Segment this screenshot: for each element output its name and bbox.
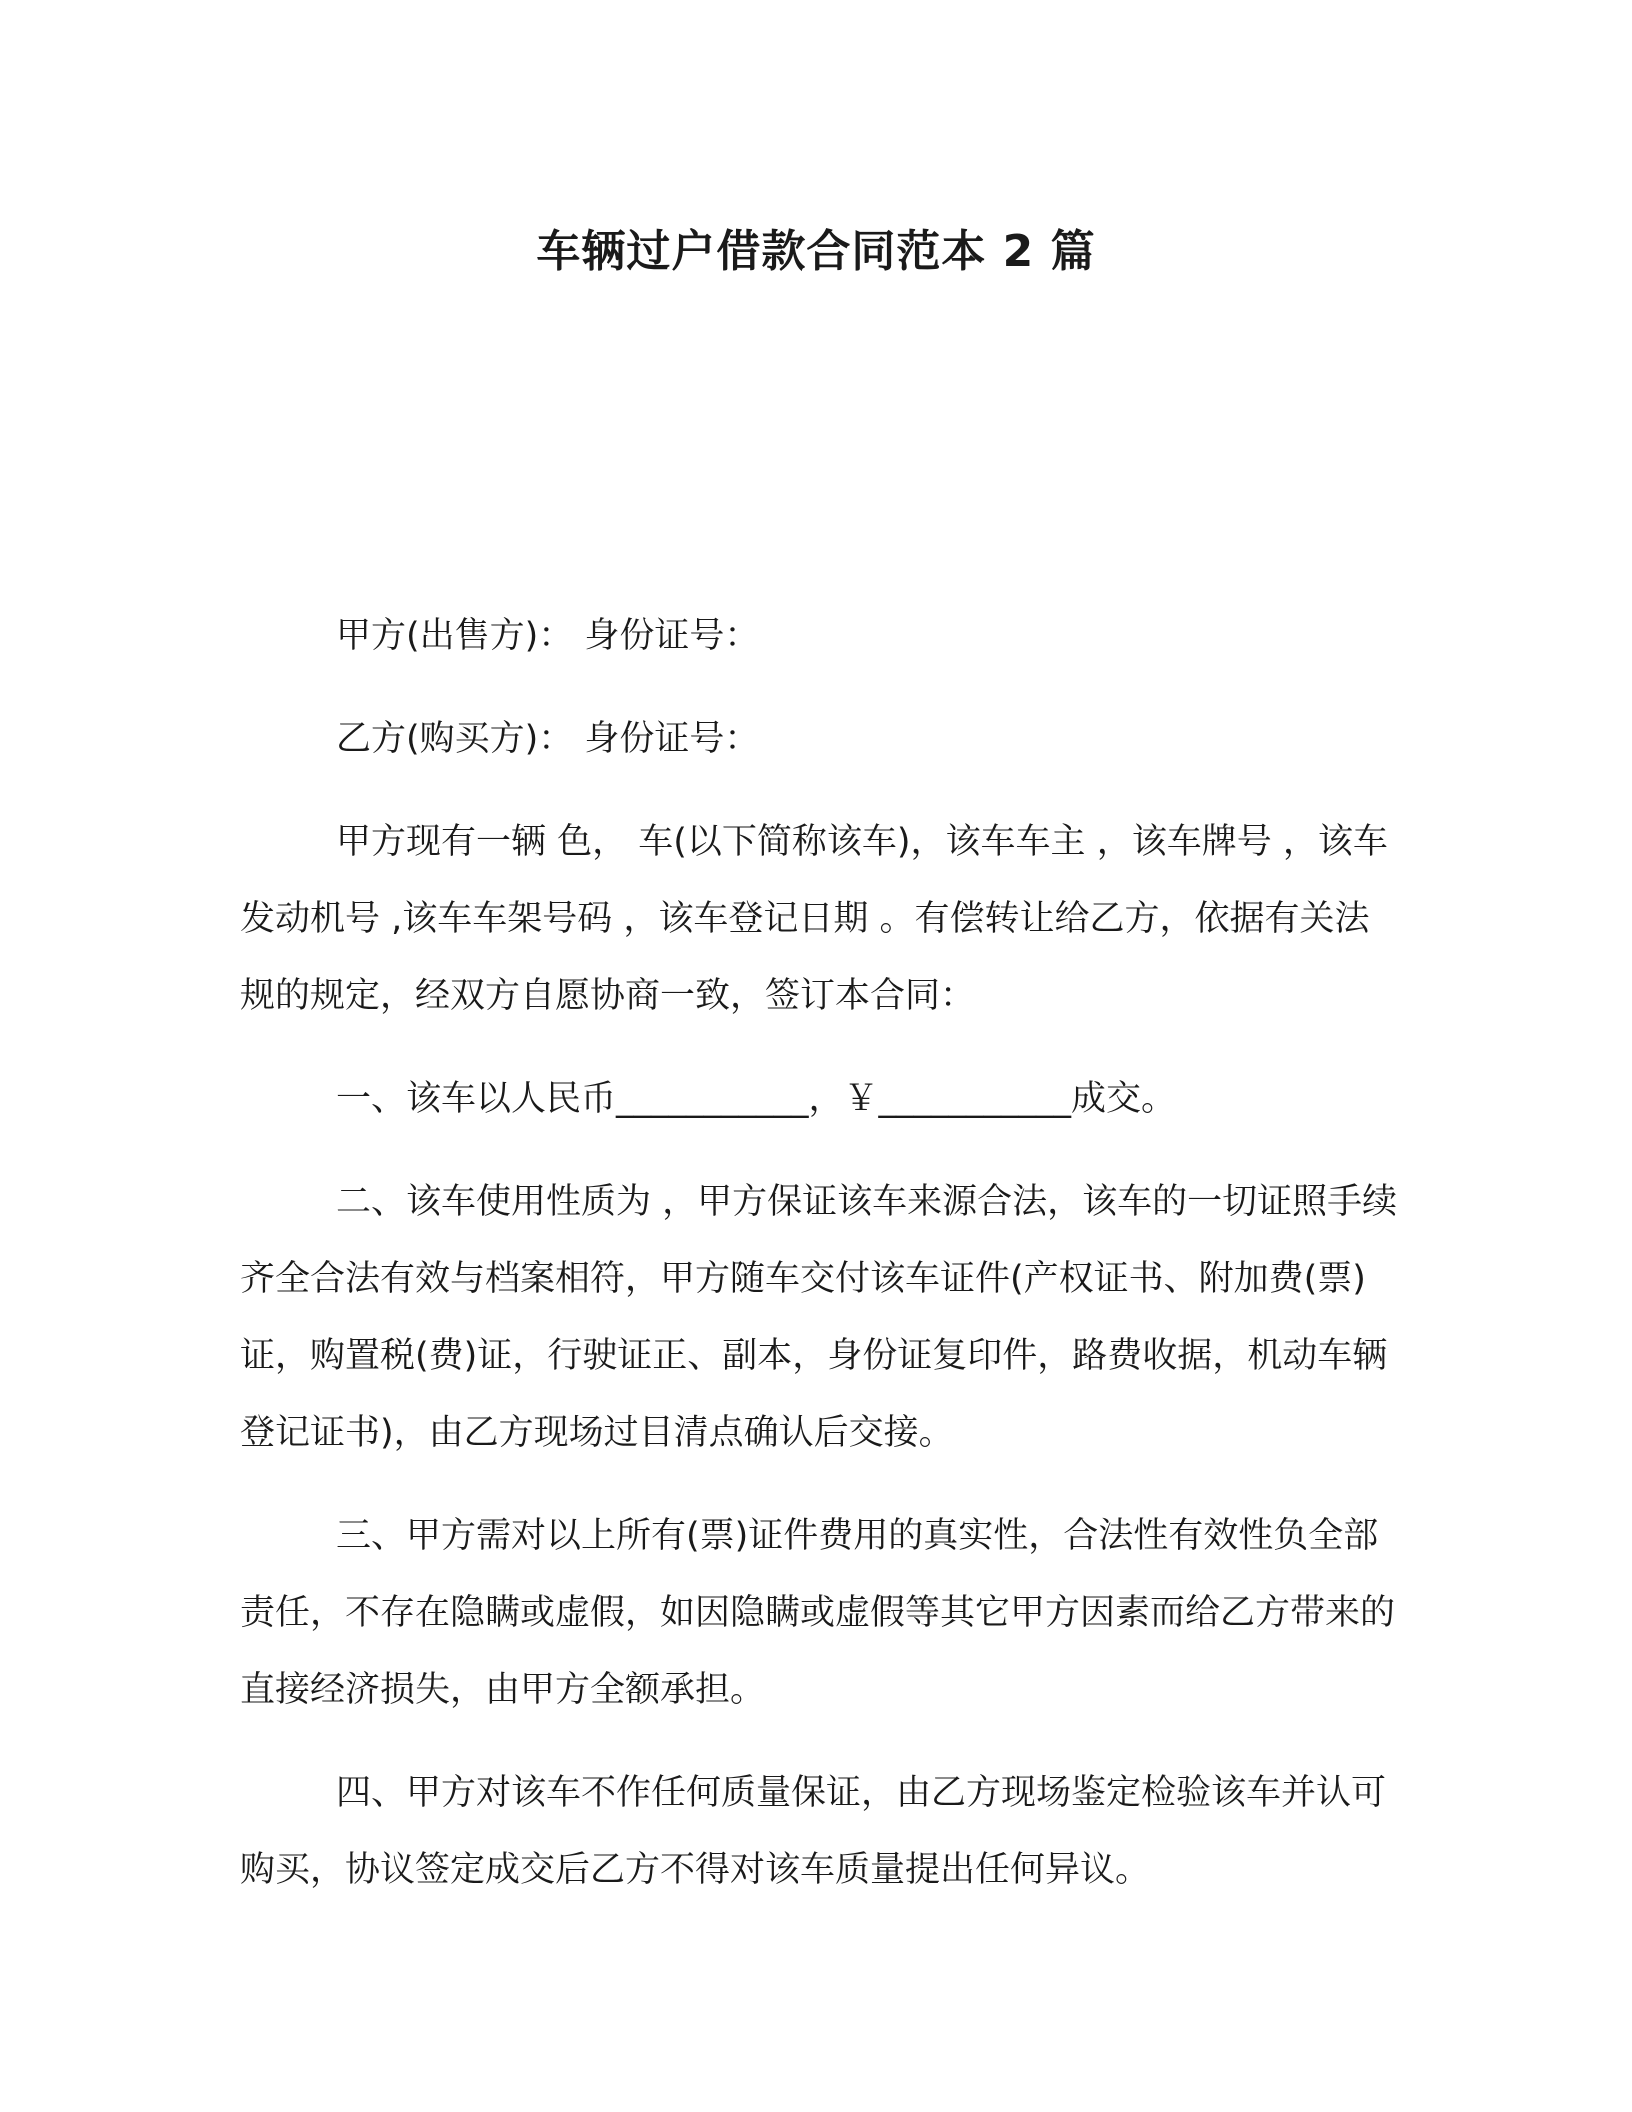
clause-1-price: 一、该车以人民币___________，￥___________成交。 [336,1079,1177,1119]
vehicle-description-paragraph: 甲方现有一辆 色， 车(以下简称该车)，该车车主 ，该车牌号 ，该车发动机号 ,该车车架号码 ，该车登记日期 。有偿转让给乙方，依据有关法规的规定，经双方自愿协商一致，签订本合同： [240,822,1388,1016]
document-body [240,598,1400,1935]
clause-2-documents: 二、该车使用性质为 ，甲方保证该车来源合法，该车的一切证照手续齐全合法有效与档案相符，甲方随车交付该车证件(产权证书、附加费(票)证，购置税(费)证，行驶证正、副本，身份证复印件，路费收据，机动车辆登记证书)，由乙方现场过目清点确认后交接。 [240,1182,1398,1453]
clause-3-liability: 三、甲方需对以上所有(票)证件费用的真实性，合法性有效性负全部责任，不存在隐瞒或虚假，如因隐瞒或虚假等其它甲方因素而给乙方带来的直接经济损失，由甲方全额承担。 [240,1516,1396,1710]
document-title: 车辆过户借款合同范本 2 篇 [536,226,1096,277]
party-b-line: 乙方(购买方)： 身份证号： [336,719,760,759]
party-a-line: 甲方(出售方)： 身份证号： [336,616,760,656]
clause-4-quality: 四、甲方对该车不作任何质量保证，由乙方现场鉴定检验该车并认可购买，协议签定成交后乙方不得对该车质量提出任何异议。 [240,1773,1387,1890]
